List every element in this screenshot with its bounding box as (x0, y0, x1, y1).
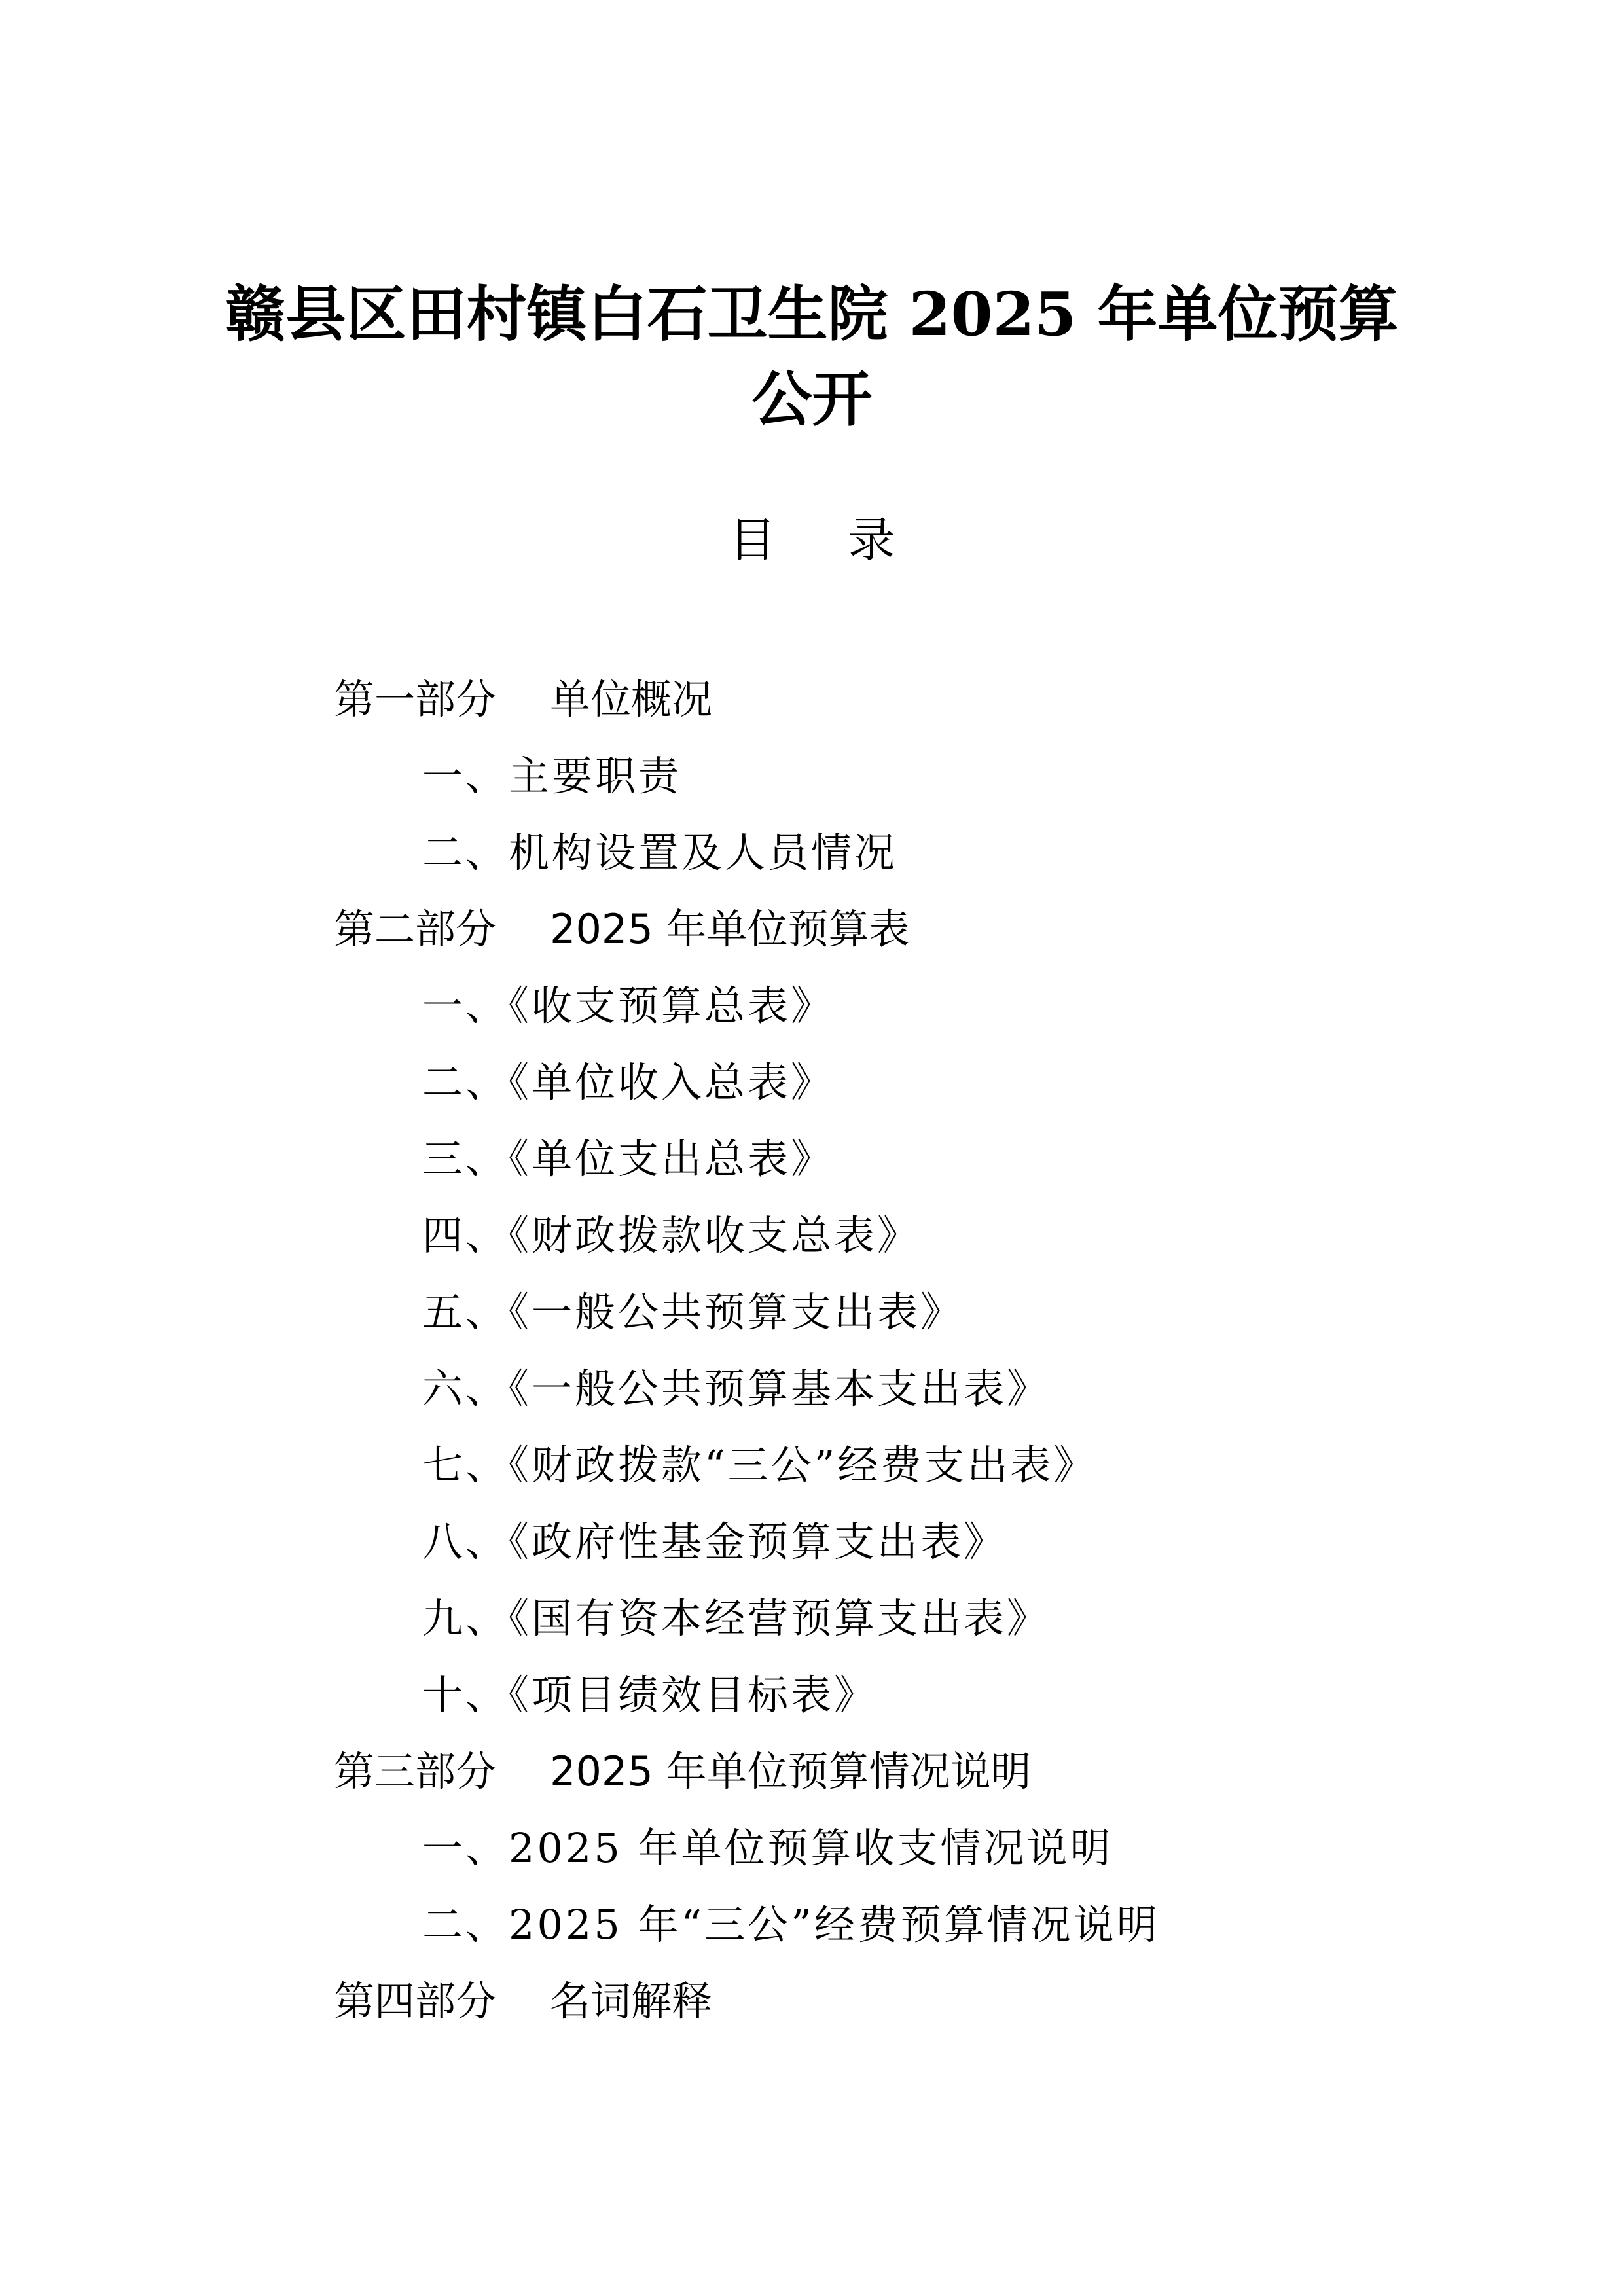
toc-item: 六、《一般公共预算基本支出表》 (422, 1365, 1051, 1412)
toc-item: 七、《财政拨款“三公”经费支出表》 (422, 1441, 1097, 1489)
toc-part-title: 2025 年单位预算情况说明 (550, 1748, 1032, 1795)
toc-part-1 (0, 661, 1624, 738)
toc-heading (0, 507, 1624, 573)
toc-item: 一、主要职责 (422, 752, 682, 800)
document-title-line-2: 公开 (751, 364, 873, 435)
toc-heading-left: 目 (729, 512, 776, 567)
toc-item: 二、《单位收入总表》 (422, 1058, 835, 1106)
toc-part-label: 第四部分 (334, 1977, 497, 2025)
toc-item: 五、《一般公共预算支出表》 (422, 1288, 964, 1336)
toc-item: 一、《收支预算总表》 (422, 982, 835, 1030)
toc-item: 一、2025 年单位预算收支情况说明 (422, 1824, 1113, 1872)
document-title-line-1: 赣县区田村镇白石卫生院 2025 年单位预算 (225, 279, 1399, 350)
toc-part-label: 第二部分 (334, 905, 497, 953)
toc-item: 四、《财政拨款收支总表》 (422, 1211, 921, 1259)
toc-part-4 (0, 1963, 1624, 2039)
toc-part-3 (0, 1733, 1624, 1810)
toc-item: 九、《国有资本经营预算支出表》 (422, 1594, 1051, 1642)
toc-item: 三、《单位支出总表》 (422, 1135, 835, 1183)
toc-part-2 (0, 891, 1624, 967)
toc-part-label: 第一部分 (334, 675, 497, 723)
toc-part-label: 第三部分 (334, 1748, 497, 1795)
toc-item: 二、2025 年“三公”经费预算情况说明 (422, 1901, 1160, 1948)
table-of-contents (0, 661, 1624, 2039)
toc-part-title: 2025 年单位预算表 (550, 905, 910, 953)
toc-item: 八、《政府性基金预算支出表》 (422, 1518, 1007, 1566)
toc-item: 二、机构设置及人员情况 (422, 829, 898, 876)
toc-part-title: 名词解释 (550, 1977, 713, 2025)
toc-part-title: 单位概况 (550, 675, 713, 723)
toc-heading-right: 录 (848, 512, 895, 567)
toc-item: 十、《项目绩效目标表》 (422, 1671, 878, 1719)
